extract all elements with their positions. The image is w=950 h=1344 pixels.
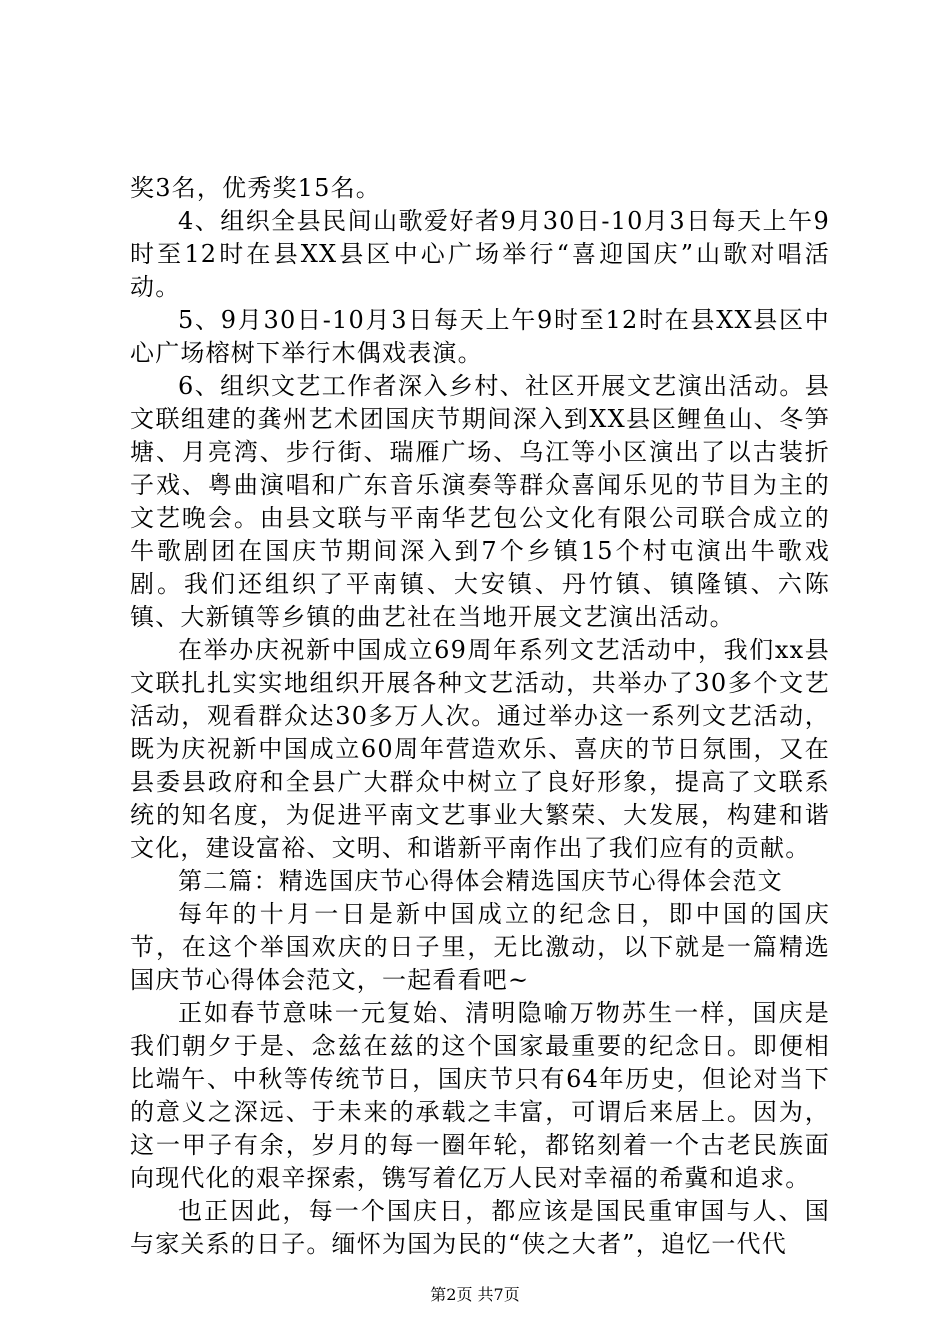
- paragraph-intro: 每年的十月一日是新中国成立的纪念日，即中国的国庆节，在这个举国欢庆的日子里，无比激动，以下就是一篇精选国庆节心得体会范文，一起看看吧~: [130, 900, 830, 994]
- paragraph-body-1: 正如春节意味一元复始、清明隐喻万物苏生一样，国庆是我们朝夕于是、念兹在兹的这个国家最重要的纪念日。即便相比端午、中秋等传统节日，国庆节只有64年历史，但论对当下的意义之深远、于未来的承载之丰富，可谓后来居上。因为，这一甲子有余，岁月的每一圈年轮，都铭刻着一个古老民族面向现代化的艰辛探索，镌写着亿万人民对幸福的希冀和追求。: [130, 999, 830, 1192]
- paragraph-body-2: 也正因此，每一个国庆日，都应该是国民重审国与人、国与家关系的日子。缅怀为国为民的“侠之大者”，追忆一代代: [130, 1197, 830, 1258]
- paragraph-item-5: 5、9月30日-10月3日每天上午9时至12时在县XX县区中心广场榕树下举行木偶戏表演。: [130, 306, 830, 367]
- paragraph-item-6: 6、组织文艺工作者深入乡村、社区开展文艺演出活动。县文联组建的龚州艺术团国庆节期间深入到XX县区鲤鱼山、冬笋塘、月亮湾、步行街、瑞雁广场、乌江等小区演出了以古装折子戏、粤曲演唱和广东音乐演奏等群众喜闻乐见的节目为主的文艺晚会。由县文联与平南华艺包公文化有限公司联合成立的牛歌剧团在国庆节期间深入到7个乡镇15个村屯演出牛歌戏剧。我们还组织了平南镇、大安镇、丹竹镇、镇隆镇、六陈镇、大新镇等乡镇的曲艺社在当地开展文艺演出活动。: [130, 372, 830, 631]
- section-heading: 第二篇：精选国庆节心得体会精选国庆节心得体会范文: [178, 867, 783, 895]
- document-body: [130, 172, 830, 1261]
- page-footer: 第2页 共7页: [430, 1285, 520, 1304]
- paragraph-item-4: 4、组织全县民间山歌爱好者9月30日-10月3日每天上午9时至12时在县XX县区中心广场举行“喜迎国庆”山歌对唱活动。: [130, 207, 830, 301]
- paragraph-continuation: 奖3名，优秀奖15名。: [130, 174, 382, 202]
- paragraph-summary: 在举办庆祝新中国成立69周年系列文艺活动中，我们xx县文联扎扎实实地组织开展各种文艺活动，共举办了30多个文艺活动，观看群众达30多万人次。通过举办这一系列文艺活动，既为庆祝新中国成立60周年营造欢乐、喜庆的节日氛围，又在县委县政府和全县广大群众中树立了良好形象，提高了文联系统的知名度，为促进平南文艺事业大繁荣、大发展，构建和谐文化，建设富裕、文明、和谐新平南作出了我们应有的贡献。: [130, 636, 830, 862]
